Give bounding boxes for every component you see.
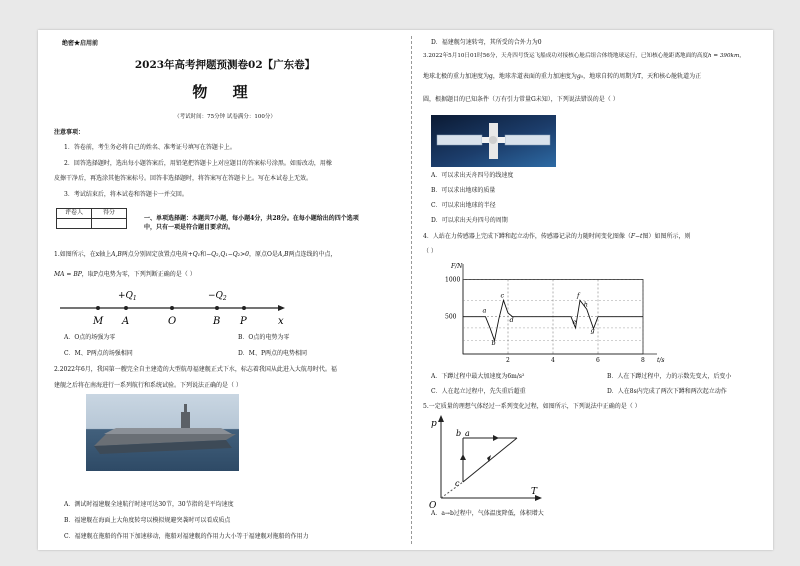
curve-point-label: e [572,318,577,327]
point-c-label: c [455,479,460,488]
force-time-chart [423,256,663,368]
point-a [124,306,128,310]
dashed-origin-line [441,482,463,498]
label-o: O [168,316,177,327]
note-item: 2．回答选择题时，选出每小题答案后，用铅笔把答题卡上对应题目的答案标号涂黑。如需改动，用橡 [64,160,332,167]
q1-option-c[interactable]: C．M、P两点的场强相同 [64,350,133,357]
label-p: P [240,316,247,327]
column-divider [411,36,412,544]
q2-stem-line2: 建舰之后将在南海进行一系列航行和系统试验。下列说法正确的是（ ） [54,382,242,389]
note-item: 皮擦干净后，再选涂其他答案标号。回答非选择题时，将答案写在答题卡上。写在本试卷上无效。 [54,175,313,182]
curve-point-label: c [500,291,505,300]
section-heading-line2: 中，只有一项是符合题目要求的。 [144,224,235,231]
charge-plus-label: $+Q_1$ [118,291,137,302]
point-a-label: a [465,429,470,438]
notes-heading: 注意事项： [54,129,85,136]
point-o [170,306,174,310]
score-header-grader: 评卷人 [57,209,92,219]
score-cell[interactable] [57,219,92,229]
q3-stem-line3: 圆，根据题目的已知条件（万有引力常量G未知），下列说法错误的是（ ） [423,96,619,103]
q3-option-d[interactable]: D．可以求出天舟四号的周期 [431,217,508,224]
q2-option-b[interactable]: B．福建舰在海面上大角度转弯以模拟规避突袭时可以看成质点 [64,517,231,524]
left-column [52,30,398,550]
q3-option-b[interactable]: B．可以求出地球的质量 [431,187,496,194]
q4-stem-line1: 4．人站在力传感器上完成下蹲和起立动作，传感器记录的力随时间变化图像（F−t图）如图所示，则 [423,233,691,240]
curve-point-label: h [583,300,588,309]
exam-meta: （考试时间：75分钟 试卷满分：100分） [174,114,276,120]
label-x: x [278,316,284,327]
note-item: 3．考试结束后，将本试卷和答题卡一并交回。 [64,191,188,198]
arrow-a-to-c [487,455,491,462]
q2-option-c[interactable]: C．福建舰在拖船的作用下加速移动，拖船对福建舰的作用力大小等于福建舰对拖船的作用力 [64,533,309,540]
curve-point-label: g [590,326,595,335]
point-b [215,306,219,310]
q4-option-b[interactable]: B．人在下蹲过程中，力的示数先变大，后变小 [607,373,732,380]
right-column [423,30,761,550]
p-axis-arrow [438,415,444,422]
q5-stem: 5.一定质量的理想气体经过一系列变化过程，如图所示，下列说法中正确的是（ ） [423,403,641,410]
point-m [96,306,100,310]
space-station-photo [431,115,556,167]
origin-label: O [429,501,437,511]
point-b-label: b [456,429,462,438]
carrier-silhouette [86,394,239,471]
pressure-temperature-diagram [425,414,545,511]
section-heading-line1: 一、单项选择题：本题共7小题，每小题4分，共28分。在每小题给出的四个选项 [144,215,359,222]
q3-stem-line2: 地球北极的重力加速度为g，地球赤道表面的重力加速度为g₀，地球自转的周期为T，天和核心舱轨道为正 [423,73,702,80]
curve-point-label: a [482,306,487,315]
secret-label: 绝密★启用前 [62,40,99,47]
space-station-silhouette [431,115,556,167]
score-table [56,208,127,229]
aircraft-carrier-photo [86,394,239,471]
q4-option-d[interactable]: D．人在8s内完成了两次下蹲和两次起立动作 [607,388,727,395]
q4-option-c[interactable]: C．人在起立过程中，先失重后超重 [431,388,526,395]
x-axis-arrow [278,305,285,311]
q4-stem-line2: （ ） [423,248,437,255]
arrow-b-to-a [493,435,499,441]
q1-option-b[interactable]: B．O点的电势为零 [238,334,290,341]
q3-stem-line1: 3.2022年5月10日01时56分，天舟四号货运飞船成功对接核心舱后组合体绕地球运行，已知核心舱距离地面的高度h = 390km， [423,53,745,59]
path-a-c [463,438,517,482]
y-axis-label: F/N [451,263,463,270]
q1-stem-line2: MA = BP，取P点电势为零，下列判断正确的是（ ） [54,271,196,278]
score-header-score: 得分 [92,209,127,219]
curve-point-label: d [509,315,514,324]
x-tick-label: 8 [641,357,645,364]
q1-option-d[interactable]: D．M、P两点的电势相同 [238,350,307,357]
x-axis-label: t/s [657,357,665,364]
q4-option-a[interactable]: A．下蹲过程中最大加速度为6m/s² [431,373,525,380]
p-axis-label: p [431,419,437,429]
arrow-c-to-b [460,454,466,460]
q5-option-a[interactable]: A．a→b过程中，气体温度降低，体积增大 [431,510,544,517]
q1-axis-diagram [52,282,292,328]
q3-option-c[interactable]: C．可以求出地球的半径 [431,202,496,209]
q2-stem-line1: 2.2022年6月，我国第一艘完全自主建造的大型航母福建舰正式下水，标志着我国从此进入大航母时代。福 [54,366,337,373]
label-a: A [122,316,130,327]
x-tick-label: 2 [506,357,510,364]
note-item: 1．答卷前，考生务必将自己的姓名、准考证号填写在答题卡上。 [64,144,236,151]
exam-title: 2023年高考押题预测卷02【广东卷】 [134,59,316,71]
point-p [242,306,246,310]
exam-subject: 物 理 [192,83,258,101]
exam-page [38,30,773,550]
label-b: B [213,316,221,327]
curve-point-label: b [491,339,496,348]
y-tick-label: 500 [445,313,457,321]
curve-point-label: f [577,291,580,300]
q1-stem-line1: 1.如图所示，在x轴上A,B两点分别固定放置点电荷+Q₁和−Q₂,Q₁−Q₂>0，原点O是A,B两点连线的中点， [54,251,337,258]
t-axis-label: T [531,487,538,497]
x-tick-label: 4 [551,357,555,364]
q3-option-a[interactable]: A．可以求出天舟四号的线速度 [431,172,514,179]
q2-option-a[interactable]: A．测试时福建舰全速航行时速可达30节，30节指的是平均速度 [64,501,234,508]
q2-option-d[interactable]: D．福建舰匀速转弯，其所受的合外力为0 [431,39,542,46]
score-cell[interactable] [92,219,127,229]
x-tick-label: 6 [596,357,600,364]
charge-minus-label: $-Q_2$ [208,291,227,302]
q1-option-a[interactable]: A．O点的场强为零 [64,334,116,341]
y-tick-label: 1000 [445,276,461,284]
label-m: M [93,316,104,327]
